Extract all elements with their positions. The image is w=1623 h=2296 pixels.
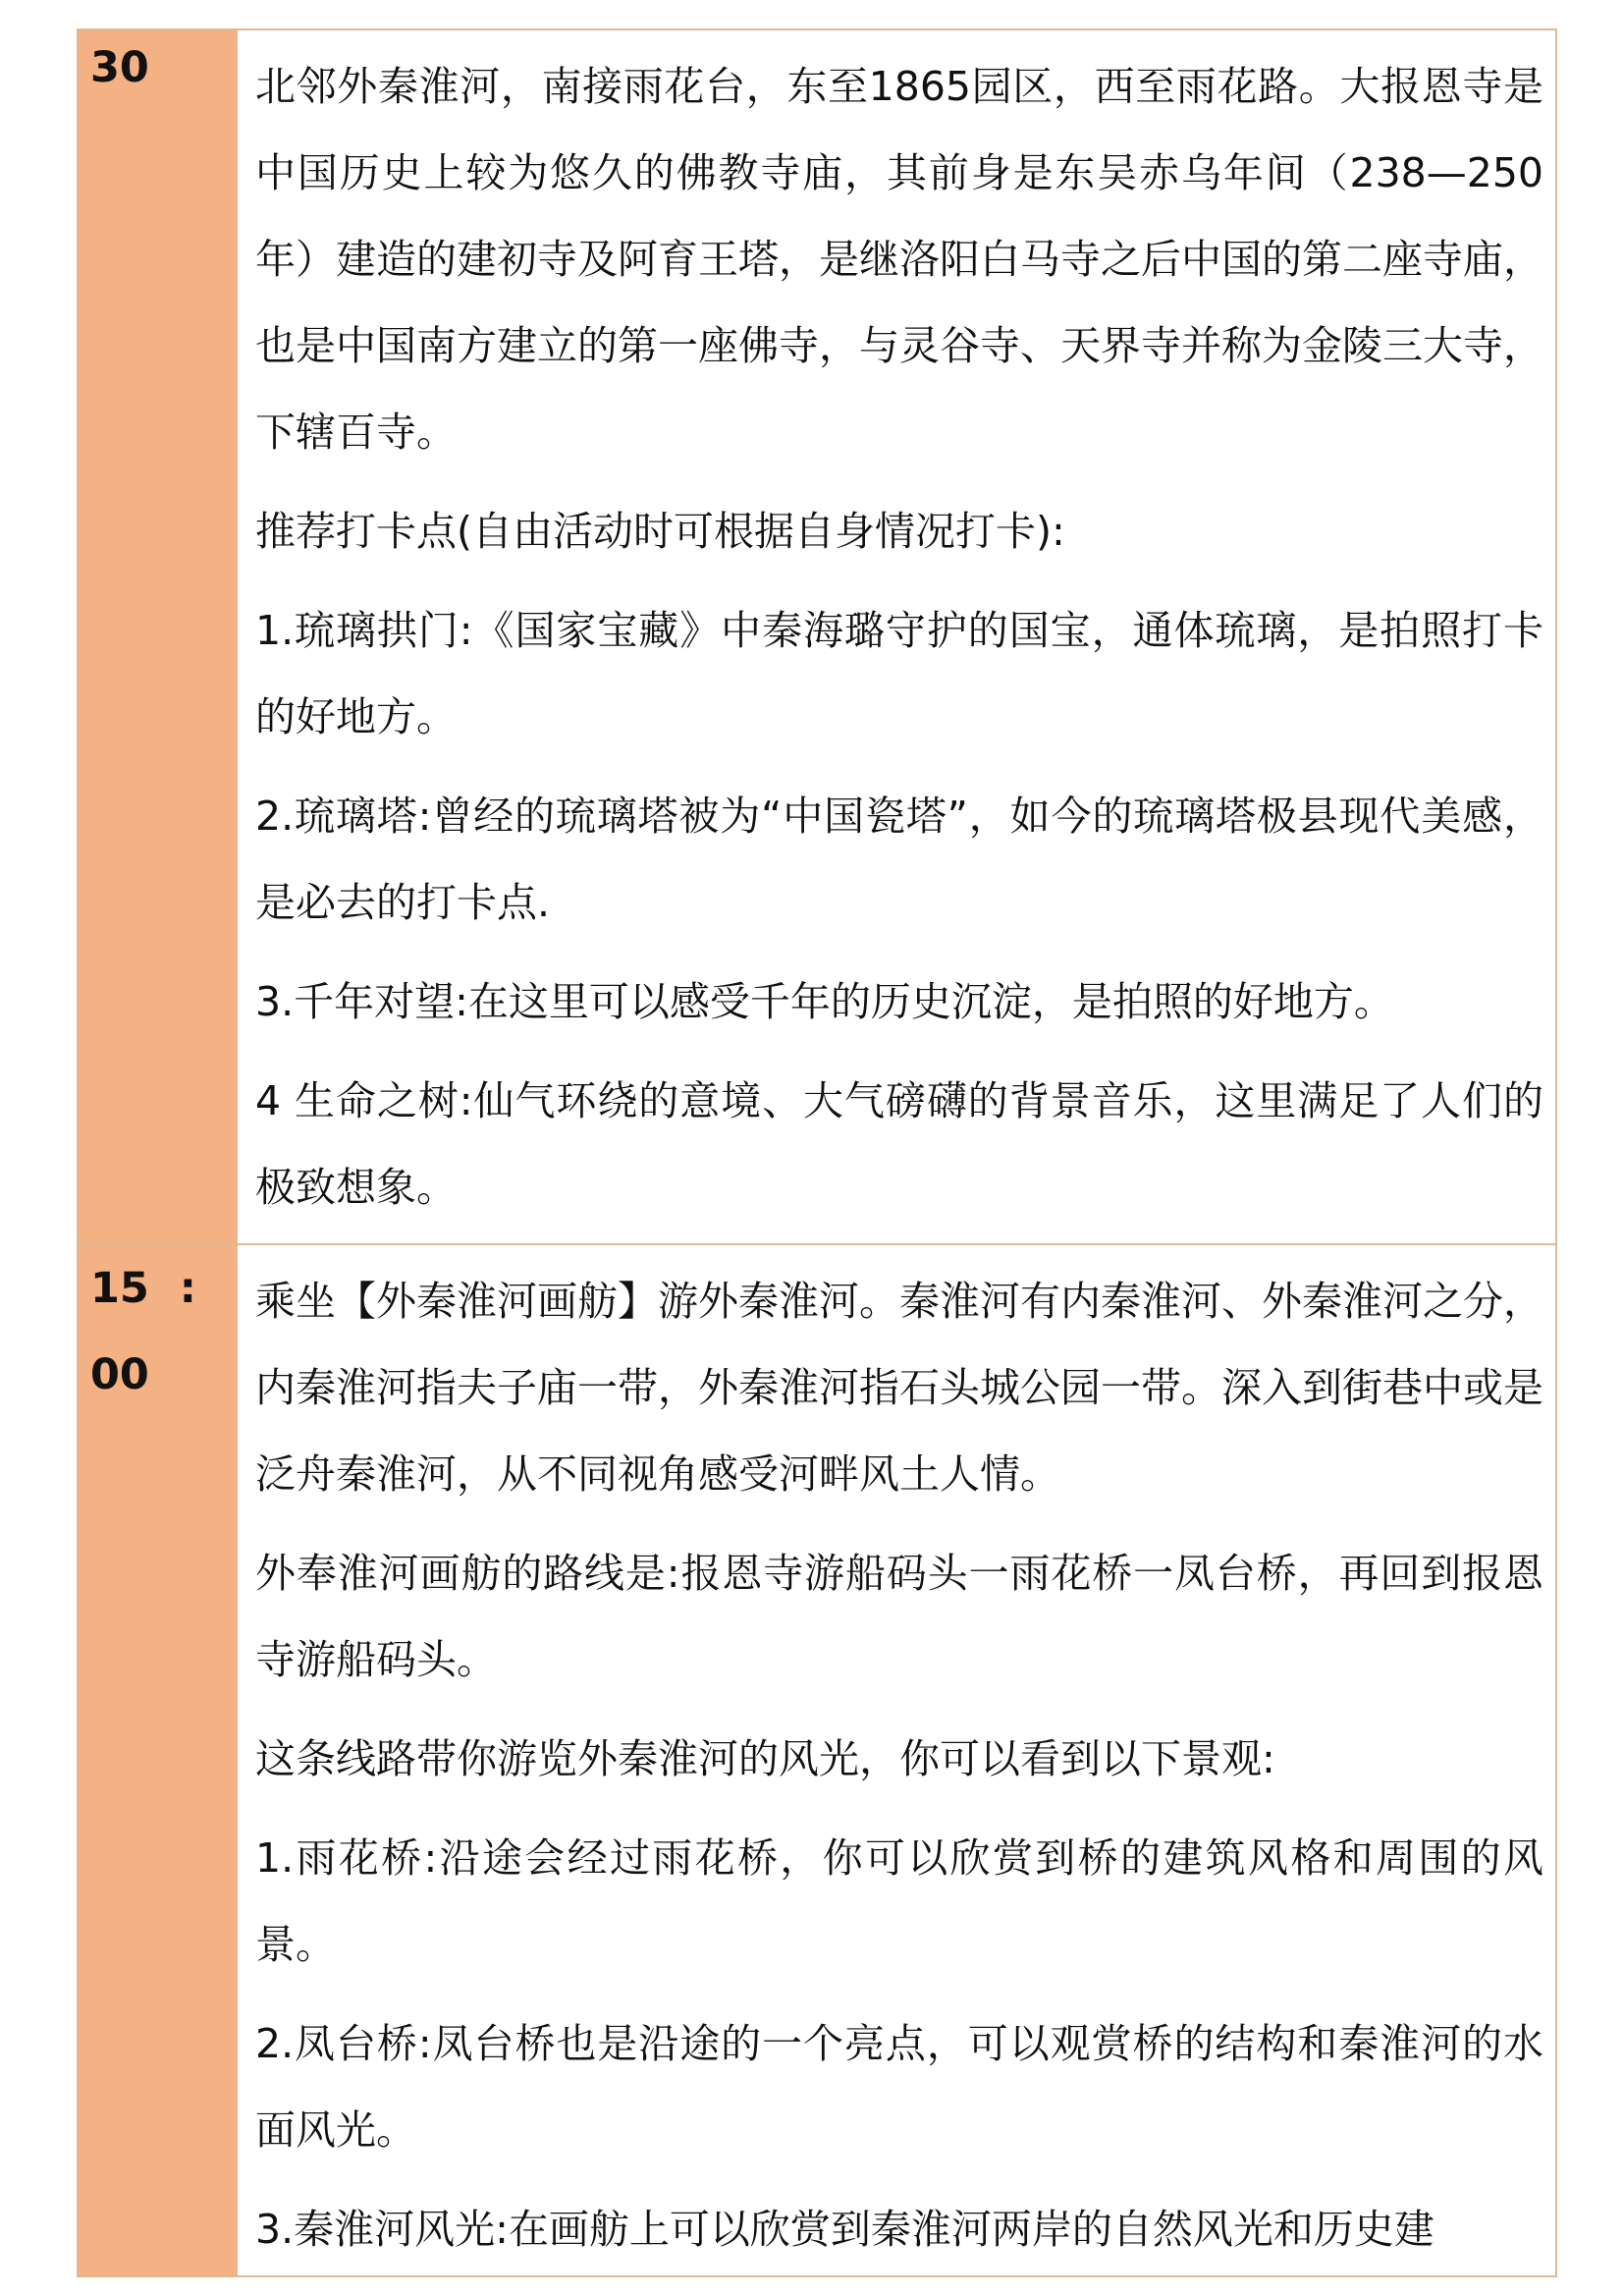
time-label: [79, 1245, 196, 1418]
time-hour: 15: [90, 1264, 149, 1313]
time-colon: :: [179, 1264, 196, 1313]
activity-cell: [237, 29, 1556, 1244]
activity-paragraph: 2.琉璃塔:曾经的琉璃塔被为“中国瓷塔”，如今的琉璃塔极县现代美感，是必去的打卡点.: [255, 793, 1543, 926]
activity-paragraph: 1.雨花桥:沿途会经过雨花桥，你可以欣赏到桥的建筑风格和周围的风景。: [255, 1834, 1543, 1968]
activity-paragraph: 3.千年对望:在这里可以感受千年的历史沉淀，是拍照的好地方。: [255, 978, 1394, 1025]
activity-paragraph: 2.凤台桥:凤台桥也是沿途的一个亮点，可以观赏桥的结构和秦淮河的水面风光。: [255, 2020, 1543, 2154]
itinerary-table: [77, 28, 1557, 2277]
itinerary-row: [78, 1244, 1556, 2276]
time-label: 30: [90, 43, 149, 92]
activity-paragraph: 3.秦淮河风光:在画舫上可以欣赏到秦淮河两岸的自然风光和历史建: [255, 2206, 1434, 2253]
activity-paragraph: 这条线路带你游览外秦淮河的风光，你可以看到以下景观:: [255, 1735, 1275, 1782]
time-cell: [78, 1244, 237, 2276]
activity-paragraph: 4 生命之树:仙气环绕的意境、大气磅礴的背景音乐，这里满足了人们的极致想象。: [255, 1077, 1543, 1211]
activity-paragraph: 北邻外秦淮河，南接雨花台，东至1865园区，西至雨花路。大报恩寺是中国历史上较为悠久的佛教寺庙，其前身是东吴赤乌年间（238—250年）建造的建初寺及阿育王塔，是继洛阳白马寺之后中国的第二座寺庙，也是中国南方建立的第一座佛寺，与灵谷寺、天界寺并称为金陵三大寺，下辖百寺。: [255, 63, 1543, 456]
time-minute: 00: [90, 1350, 149, 1399]
activity-paragraph: 外奉淮河画舫的路线是:报恩寺游船码头一雨花桥一凤台桥，再回到报恩寺游船码头。: [255, 1550, 1543, 1683]
activity-cell: [237, 1244, 1556, 2276]
time-cell: [78, 29, 237, 1244]
activity-paragraph: 乘坐【外秦淮河画舫】游外秦淮河。秦淮河有内秦淮河、外秦淮河之分，内秦淮河指夫子庙一带，外秦淮河指石头城公园一带。深入到街巷中或是泛舟秦淮河，从不同视角感受河畔风土人情。: [255, 1278, 1543, 1498]
itinerary-row: [78, 29, 1556, 1244]
activity-paragraph: 1.琉璃拱门:《国家宝藏》中秦海璐守护的国宝，通体琉璃，是拍照打卡的好地方。: [255, 607, 1543, 740]
activity-paragraph: 推荐打卡点(自由活动时可根据自身情况打卡):: [255, 508, 1065, 555]
